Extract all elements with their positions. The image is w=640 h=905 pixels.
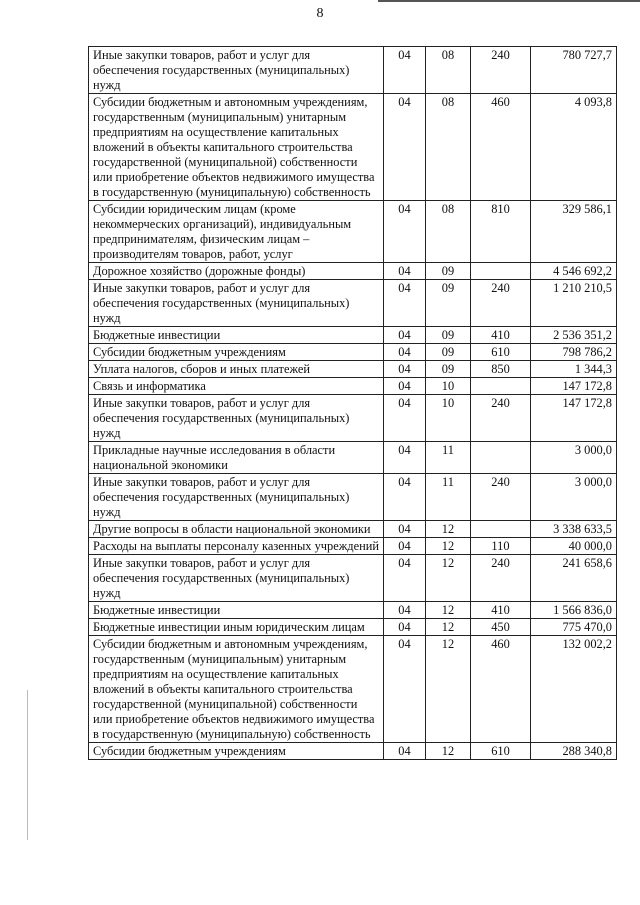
row-expense-type-cell xyxy=(471,263,531,280)
row-sum-cell: 1 566 836,0 xyxy=(531,602,617,619)
table-row xyxy=(89,361,617,378)
row-section-cell: 04 xyxy=(384,94,426,201)
row-sum-cell: 132 002,2 xyxy=(531,636,617,743)
budget-table-body xyxy=(89,47,617,760)
table-row xyxy=(89,602,617,619)
row-section-cell: 04 xyxy=(384,280,426,327)
row-expense-type-cell: 110 xyxy=(471,538,531,555)
row-sum-cell: 1 344,3 xyxy=(531,361,617,378)
row-section-cell: 04 xyxy=(384,538,426,555)
row-sum-cell: 329 586,1 xyxy=(531,201,617,263)
table-row xyxy=(89,263,617,280)
row-sum-cell: 4 093,8 xyxy=(531,94,617,201)
row-expense-type-cell: 810 xyxy=(471,201,531,263)
row-subsection-cell: 12 xyxy=(426,538,471,555)
row-subsection-cell: 09 xyxy=(426,280,471,327)
row-name-cell: Дорожное хозяйство (дорожные фонды) xyxy=(89,263,384,280)
table-row xyxy=(89,538,617,555)
row-name-cell: Иные закупки товаров, работ и услуг для обеспечения государственных (муниципальных) нужд xyxy=(89,47,384,94)
row-section-cell: 04 xyxy=(384,442,426,474)
row-subsection-cell: 12 xyxy=(426,602,471,619)
row-subsection-cell: 08 xyxy=(426,94,471,201)
row-name-cell: Субсидии бюджетным учреждениям xyxy=(89,344,384,361)
scan-margin-mark xyxy=(27,690,28,840)
row-section-cell: 04 xyxy=(384,263,426,280)
table-row xyxy=(89,743,617,760)
row-section-cell: 04 xyxy=(384,743,426,760)
row-expense-type-cell: 610 xyxy=(471,743,531,760)
row-subsection-cell: 09 xyxy=(426,361,471,378)
row-section-cell: 04 xyxy=(384,361,426,378)
row-name-cell: Другие вопросы в области национальной экономики xyxy=(89,521,384,538)
row-section-cell: 04 xyxy=(384,47,426,94)
row-subsection-cell: 12 xyxy=(426,619,471,636)
row-name-cell: Субсидии бюджетным учреждениям xyxy=(89,743,384,760)
row-sum-cell: 4 546 692,2 xyxy=(531,263,617,280)
row-sum-cell: 241 658,6 xyxy=(531,555,617,602)
scan-top-edge xyxy=(378,0,640,2)
row-subsection-cell: 11 xyxy=(426,474,471,521)
row-subsection-cell: 09 xyxy=(426,263,471,280)
table-row xyxy=(89,474,617,521)
row-name-cell: Субсидии бюджетным и автономным учреждениям, государственным (муниципальным) унитарным предприятиям на осуществление капитальных вложений в объекты капитального строительства государственной (муниципальной) собственности или приобретение объектов недвижимого имущества в государственную (муниципальную) собственность xyxy=(89,636,384,743)
row-section-cell: 04 xyxy=(384,378,426,395)
row-subsection-cell: 09 xyxy=(426,344,471,361)
page-number: 8 xyxy=(316,6,324,21)
row-expense-type-cell: 450 xyxy=(471,619,531,636)
row-name-cell: Расходы на выплаты персоналу казенных учреждений xyxy=(89,538,384,555)
row-name-cell: Уплата налогов, сборов и иных платежей xyxy=(89,361,384,378)
row-sum-cell: 780 727,7 xyxy=(531,47,617,94)
row-sum-cell: 147 172,8 xyxy=(531,378,617,395)
table-row xyxy=(89,619,617,636)
row-subsection-cell: 08 xyxy=(426,47,471,94)
row-sum-cell: 147 172,8 xyxy=(531,395,617,442)
row-section-cell: 04 xyxy=(384,636,426,743)
row-expense-type-cell xyxy=(471,378,531,395)
row-subsection-cell: 09 xyxy=(426,327,471,344)
row-name-cell: Иные закупки товаров, работ и услуг для обеспечения государственных (муниципальных) нужд xyxy=(89,555,384,602)
table-row xyxy=(89,47,617,94)
row-expense-type-cell: 240 xyxy=(471,47,531,94)
table-row xyxy=(89,555,617,602)
row-subsection-cell: 12 xyxy=(426,555,471,602)
row-section-cell: 04 xyxy=(384,474,426,521)
row-name-cell: Бюджетные инвестиции xyxy=(89,327,384,344)
row-subsection-cell: 10 xyxy=(426,395,471,442)
row-sum-cell: 798 786,2 xyxy=(531,344,617,361)
row-sum-cell: 288 340,8 xyxy=(531,743,617,760)
row-expense-type-cell: 240 xyxy=(471,555,531,602)
row-name-cell: Субсидии юридическим лицам (кроме некоммерческих организаций), индивидуальным предпринимателям, физическим лицам – производителям товаров, работ, услуг xyxy=(89,201,384,263)
row-section-cell: 04 xyxy=(384,201,426,263)
row-subsection-cell: 12 xyxy=(426,636,471,743)
row-expense-type-cell: 410 xyxy=(471,327,531,344)
row-name-cell: Прикладные научные исследования в области национальной экономики xyxy=(89,442,384,474)
row-section-cell: 04 xyxy=(384,521,426,538)
budget-table xyxy=(88,46,617,760)
row-section-cell: 04 xyxy=(384,327,426,344)
row-sum-cell: 1 210 210,5 xyxy=(531,280,617,327)
row-subsection-cell: 12 xyxy=(426,743,471,760)
row-section-cell: 04 xyxy=(384,619,426,636)
row-name-cell: Иные закупки товаров, работ и услуг для обеспечения государственных (муниципальных) нужд xyxy=(89,280,384,327)
row-subsection-cell: 10 xyxy=(426,378,471,395)
table-row xyxy=(89,94,617,201)
row-expense-type-cell: 240 xyxy=(471,395,531,442)
row-subsection-cell: 11 xyxy=(426,442,471,474)
table-row xyxy=(89,521,617,538)
row-section-cell: 04 xyxy=(384,555,426,602)
row-section-cell: 04 xyxy=(384,344,426,361)
row-name-cell: Бюджетные инвестиции иным юридическим лицам xyxy=(89,619,384,636)
row-expense-type-cell: 460 xyxy=(471,636,531,743)
row-name-cell: Иные закупки товаров, работ и услуг для обеспечения государственных (муниципальных) нужд xyxy=(89,474,384,521)
row-name-cell: Бюджетные инвестиции xyxy=(89,602,384,619)
row-sum-cell: 40 000,0 xyxy=(531,538,617,555)
row-sum-cell: 2 536 351,2 xyxy=(531,327,617,344)
row-expense-type-cell: 460 xyxy=(471,94,531,201)
row-expense-type-cell xyxy=(471,521,531,538)
row-name-cell: Иные закупки товаров, работ и услуг для обеспечения государственных (муниципальных) нужд xyxy=(89,395,384,442)
row-expense-type-cell: 850 xyxy=(471,361,531,378)
row-section-cell: 04 xyxy=(384,395,426,442)
row-sum-cell: 3 338 633,5 xyxy=(531,521,617,538)
row-subsection-cell: 12 xyxy=(426,521,471,538)
table-row xyxy=(89,636,617,743)
table-row xyxy=(89,344,617,361)
row-expense-type-cell: 610 xyxy=(471,344,531,361)
table-row xyxy=(89,280,617,327)
row-expense-type-cell: 240 xyxy=(471,280,531,327)
row-section-cell: 04 xyxy=(384,602,426,619)
row-sum-cell: 3 000,0 xyxy=(531,474,617,521)
row-sum-cell: 775 470,0 xyxy=(531,619,617,636)
row-expense-type-cell: 240 xyxy=(471,474,531,521)
row-sum-cell: 3 000,0 xyxy=(531,442,617,474)
row-name-cell: Субсидии бюджетным и автономным учреждениям, государственным (муниципальным) унитарным предприятиям на осуществление капитальных вложений в объекты капитального строительства государственной (муниципальной) собственности или приобретение объектов недвижимого имущества в государственную (муниципальную) собственность xyxy=(89,94,384,201)
row-name-cell: Связь и информатика xyxy=(89,378,384,395)
table-row xyxy=(89,201,617,263)
table-row xyxy=(89,378,617,395)
table-row xyxy=(89,395,617,442)
row-expense-type-cell xyxy=(471,442,531,474)
table-row xyxy=(89,327,617,344)
table-row xyxy=(89,442,617,474)
row-expense-type-cell: 410 xyxy=(471,602,531,619)
row-subsection-cell: 08 xyxy=(426,201,471,263)
